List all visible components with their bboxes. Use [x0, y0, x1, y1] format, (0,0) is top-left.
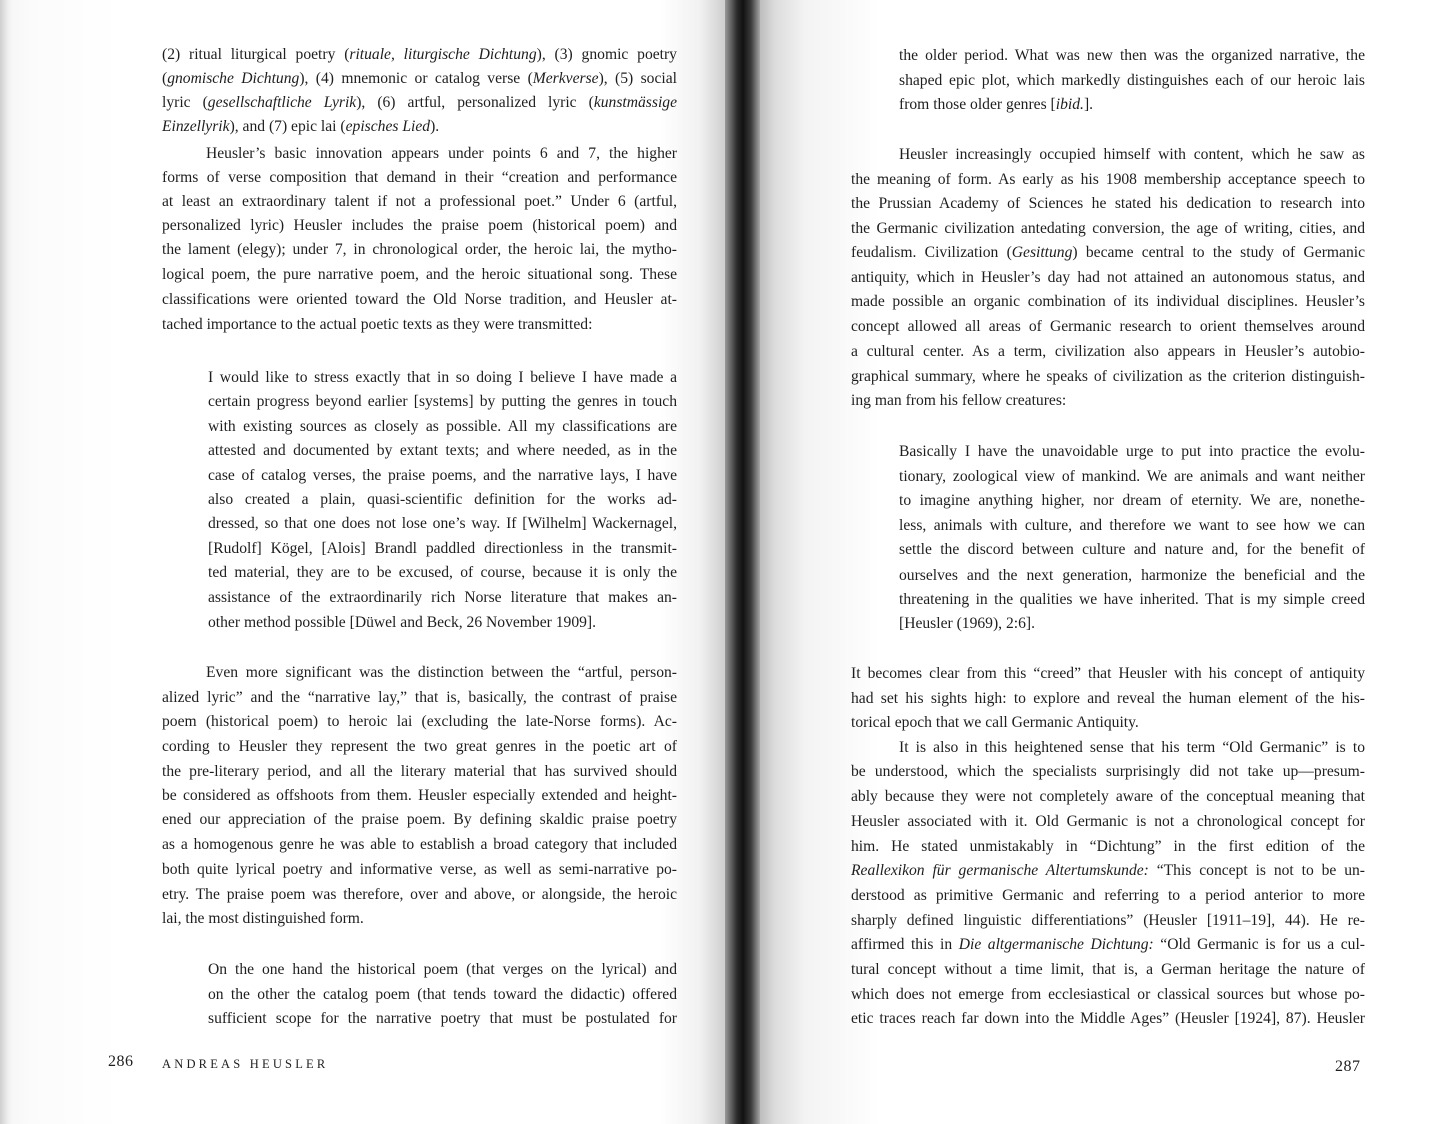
text-line: at least an extraordinary talent if not a professional poet.” Under 6 (artful, [162, 193, 677, 210]
text-line: certain progress beyond earlier [systems] by putting the genres in touch [208, 393, 677, 410]
text-line: etry. The praise poem was therefore, over and above, or alongside, the heroic [162, 886, 677, 903]
text-line: the older period. What was new then was the organized narrative, the [899, 47, 1365, 64]
text-line: alized lyric” and the “narrative lay,” that is, basically, the contrast of praise [162, 689, 677, 706]
text-line: lai, the most distinguished form. [162, 910, 364, 927]
text-line: made possible an organic combination of its individual disciplines. Heusler’s [851, 293, 1365, 310]
text-line: forms of verse composition that demand in their “creation and performance [162, 169, 677, 186]
text-line: ourselves and the next generation, harmonize the beneficial and the [899, 567, 1365, 584]
right-page-number: 287 [1335, 1058, 1361, 1075]
text-line: tached importance to the actual poetic texts as they were transmitted: [162, 316, 593, 333]
text-line: (gnomische Dichtung), (4) mnemonic or catalog verse (Merkverse), (5) social [162, 70, 677, 87]
text-line: Heusler’s basic innovation appears under points 6 and 7, the higher [206, 145, 677, 162]
text-line: (2) ritual liturgical poetry (rituale, liturgische Dichtung), (3) gnomic poetry [162, 46, 677, 63]
text-line: as a homogenous genre he was able to establish a broad category that included [162, 836, 677, 853]
text-line: tural concept without a time limit, that is, a German heritage the nature of [851, 961, 1365, 978]
text-line: Even more significant was the distinction between the “artful, person- [206, 664, 677, 681]
text-line: ened our appreciation of the praise poem. By defining skaldic praise poetry [162, 811, 677, 828]
text-line: on the other the catalog poem (that tends toward the didactic) offered [208, 986, 677, 1003]
text-line: [Heusler (1969), 2:6]. [899, 615, 1035, 632]
text-line: shaped epic plot, which markedly distinguishes each of our heroic lais [899, 72, 1365, 89]
text-line: ing man from his fellow creatures: [851, 392, 1067, 409]
text-line: him. He stated unmistakably in “Dichtung” in the first edition of the [851, 838, 1365, 855]
book-gutter [725, 0, 760, 1124]
text-line: Basically I have the unavoidable urge to put into practice the evolu- [899, 443, 1365, 460]
right-page [760, 0, 1445, 1124]
text-line: antiquity, which in Heusler’s day had not attained an autonomous status, and [851, 269, 1365, 286]
text-line: Heusler associated with it. Old Germanic is not a chronological concept for [851, 813, 1365, 830]
text-line: be understood, which the specialists surprisingly did not take up—presum- [851, 763, 1365, 780]
text-line: had set his sights high: to explore and reveal the human element of the his- [851, 690, 1365, 707]
text-line: be considered as offshoots from them. Heusler especially extended and height- [162, 787, 677, 804]
text-line: concept allowed all areas of Germanic research to orient themselves around [851, 318, 1365, 335]
text-line: dressed, so that one does not lose one’s way. If [Wilhelm] Wackernagel, [208, 515, 677, 532]
text-line: attested and documented by extant texts; and where needed, as in the [208, 442, 677, 459]
text-line: classifications were oriented toward the Old Norse tradition, and Heusler at- [162, 291, 677, 308]
text-line: ably because they were not completely aware of the conceptual meaning that [851, 788, 1365, 805]
text-line: cording to Heusler they represent the two great genres in the poetic art of [162, 738, 677, 755]
text-line: [Rudolf] Kögel, [Alois] Brandl paddled directionless in the transmit- [208, 540, 677, 557]
text-line: personalized lyric) Heusler includes the praise poem (historical poem) and [162, 217, 677, 234]
text-line: feudalism. Civilization (Gesittung) became central to the study of Germanic [851, 244, 1365, 261]
text-line: settle the discord between culture and nature and, for the benefit of [899, 541, 1365, 558]
text-line: other method possible [Düwel and Beck, 26 November 1909]. [208, 614, 597, 631]
text-line: Heusler increasingly occupied himself with content, which he saw as [899, 146, 1365, 163]
text-line: affirmed this in Die altgermanische Dichtung: “Old Germanic is for us a cul- [851, 936, 1365, 953]
text-line: Einzellyrik), and (7) epic lai (episches Lied). [162, 118, 440, 135]
text-line: lyric (gesellschaftliche Lyrik), (6) artful, personalized lyric (kunstmässige [162, 94, 677, 111]
running-head: ANDREAS HEUSLER [162, 1057, 329, 1071]
text-line: a cultural center. As a term, civilization also appears in Heusler’s autobio- [851, 343, 1365, 360]
text-line: less, animals with culture, and therefore we want to see how we can [899, 517, 1365, 534]
text-line: case of catalog verses, the praise poems, and the narrative lays, I have [208, 467, 677, 484]
left-page-number: 286 [108, 1053, 134, 1070]
page-edge-shadow [0, 0, 14, 1124]
text-line: ted material, they are to be excused, of course, because it is only the [208, 564, 677, 581]
text-line: poem (historical poem) to heroic lai (excluding the late-Norse forms). Ac- [162, 713, 677, 730]
text-line: also created a plain, quasi-scientific definition for the works ad- [208, 491, 677, 508]
text-line: the meaning of form. As early as his 1908 membership acceptance speech to [851, 171, 1365, 188]
text-line: the lament (elegy); under 7, in chronological order, the heroic lai, the mytho- [162, 241, 677, 258]
text-line: torical epoch that we call Germanic Antiquity. [851, 714, 1139, 731]
text-line: the Prussian Academy of Sciences he stated his dedication to research into [851, 195, 1365, 212]
text-line: the Germanic civilization antedating conversion, the age of writing, cities, and [851, 220, 1365, 237]
text-line: logical poem, the pure narrative poem, and the heroic situational song. These [162, 266, 677, 283]
text-line: derstood as primitive Germanic and referring to a period anterior to more [851, 887, 1365, 904]
text-line: It becomes clear from this “creed” that Heusler with his concept of antiquity [851, 665, 1365, 682]
text-line: threatening in the qualities we have inherited. That is my simple creed [899, 591, 1365, 608]
text-line: etic traces reach far down into the Middle Ages” (Heusler [1924], 87). Heusler [851, 1010, 1365, 1027]
text-line: assistance of the extraordinarily rich Norse literature that makes an- [208, 589, 677, 606]
text-line: to imagine anything higher, nor dream of eternity. We are, nonethe- [899, 492, 1365, 509]
text-line: with existing sources as closely as possible. All my classifications are [208, 418, 677, 435]
text-line: from those older genres [ibid.]. [899, 96, 1094, 113]
text-line: both quite lyrical poetry and informative verse, as well as semi-narrative po- [162, 861, 677, 878]
text-line: sharply defined linguistic differentiations” (Heusler [1911–19], 44). He re- [851, 912, 1365, 929]
text-line: I would like to stress exactly that in so doing I believe I have made a [208, 369, 677, 386]
text-line: It is also in this heightened sense that his term “Old Germanic” is to [899, 739, 1365, 756]
text-line: On the one hand the historical poem (that verges on the lyrical) and [208, 961, 677, 978]
text-line: Reallexikon für germanische Altertumskunde: “This concept is not to be un- [851, 862, 1365, 879]
text-line: which does not emerge from ecclesiastical or classical sources but whose po- [851, 986, 1365, 1003]
text-line: tionary, zoological view of mankind. We are animals and want neither [899, 468, 1365, 485]
text-line: graphical summary, where he speaks of civilization as the criterion distinguish- [851, 368, 1365, 385]
text-line: the pre-literary period, and all the literary material that has survived should [162, 763, 677, 780]
text-line: sufficient scope for the narrative poetry that must be postulated for [208, 1010, 677, 1027]
